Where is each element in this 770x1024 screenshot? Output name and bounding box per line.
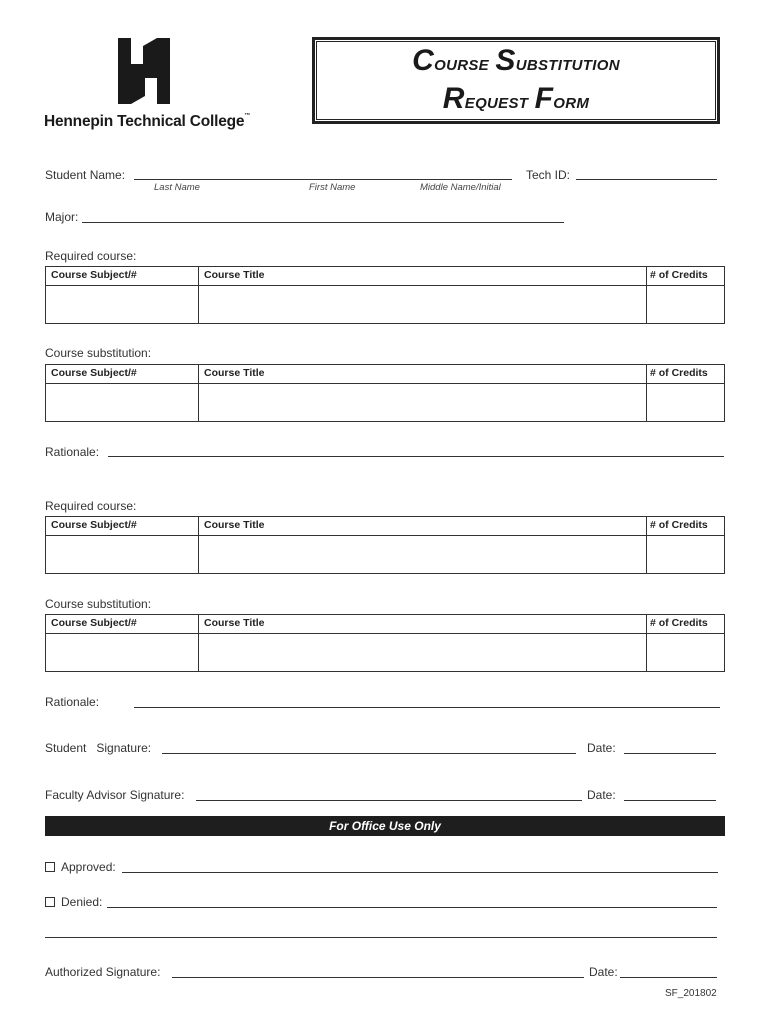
credits-header: # of Credits <box>650 269 708 281</box>
required-course-table-2 <box>45 516 725 574</box>
required-course-label-2: Required course: <box>45 499 137 513</box>
rationale-label-1: Rationale: <box>45 445 100 459</box>
credits-header: # of Credits <box>650 367 708 379</box>
faculty-signature-field[interactable] <box>196 800 582 801</box>
subject-header: Course Subject/# <box>51 269 137 281</box>
denied-field[interactable] <box>107 907 717 908</box>
substitution-table-1 <box>45 364 725 422</box>
form-title <box>312 37 720 124</box>
title-line-2: Request Form <box>442 81 590 115</box>
title-header: Course Title <box>204 367 265 379</box>
rationale-label-2: Rationale: <box>45 695 100 709</box>
last-name-caption: Last Name <box>154 182 200 193</box>
title-header: Course Title <box>204 519 265 531</box>
authorized-signature-label: Authorized Signature: <box>45 965 161 979</box>
student-date-label: Date: <box>587 741 616 755</box>
tech-id-field[interactable] <box>576 179 717 180</box>
substitution-table-2 <box>45 614 725 672</box>
authorized-signature-field[interactable] <box>172 977 584 978</box>
subject-header: Course Subject/# <box>51 519 137 531</box>
student-name-field[interactable] <box>134 179 512 180</box>
tech-id-label: Tech ID: <box>526 168 571 182</box>
major-field[interactable] <box>82 222 564 223</box>
denied-row <box>45 895 102 909</box>
approved-row <box>45 860 116 874</box>
major-label: Major: <box>45 210 79 224</box>
title-line-1: Course Substitution <box>412 43 620 77</box>
student-name-label: Student Name: <box>45 168 126 182</box>
approved-checkbox[interactable] <box>45 862 55 872</box>
middle-name-caption: Middle Name/Initial <box>420 182 501 193</box>
approved-label: Approved: <box>61 860 116 874</box>
form-code: SF_201802 <box>665 988 717 999</box>
college-logo-icon <box>118 38 170 104</box>
office-use-bar: For Office Use Only <box>45 816 725 836</box>
rationale-field-1[interactable] <box>108 456 724 457</box>
student-signature-label: Student Signature: <box>45 741 152 755</box>
rationale-field-2[interactable] <box>134 707 720 708</box>
faculty-date-label: Date: <box>587 788 616 802</box>
denied-label: Denied: <box>61 895 103 909</box>
title-header: Course Title <box>204 617 265 629</box>
denied-checkbox[interactable] <box>45 897 55 907</box>
subject-header: Course Subject/# <box>51 367 137 379</box>
college-name: Hennepin Technical College™ <box>44 113 251 130</box>
first-name-caption: First Name <box>309 182 356 193</box>
approved-field[interactable] <box>122 872 718 873</box>
student-signature-field[interactable] <box>162 753 576 754</box>
credits-header: # of Credits <box>650 519 708 531</box>
credits-header: # of Credits <box>650 617 708 629</box>
faculty-date-field[interactable] <box>624 800 716 801</box>
authorized-date-field[interactable] <box>620 977 717 978</box>
notes-field[interactable] <box>45 937 717 938</box>
substitution-label-2: Course substitution: <box>45 597 152 611</box>
student-date-field[interactable] <box>624 753 716 754</box>
required-course-label-1: Required course: <box>45 249 137 263</box>
substitution-label-1: Course substitution: <box>45 346 152 360</box>
title-header: Course Title <box>204 269 265 281</box>
authorized-date-label: Date: <box>589 965 618 979</box>
required-course-table-1 <box>45 266 725 324</box>
subject-header: Course Subject/# <box>51 617 137 629</box>
faculty-signature-label: Faculty Advisor Signature: <box>45 788 185 802</box>
